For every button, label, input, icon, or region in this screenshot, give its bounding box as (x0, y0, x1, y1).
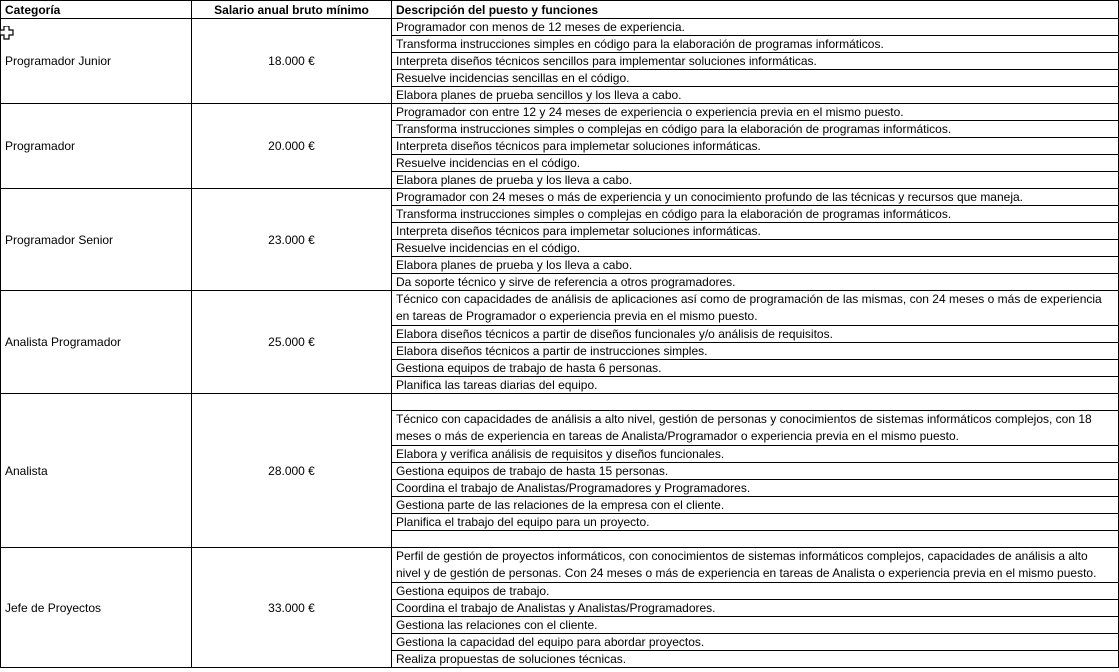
function-cell[interactable]: Perfil de gestión de proyectos informáticos, con conocimientos de sistemas informáticos complejos, capacidades de análisis a alto nivel y de gestión de personas. Con 24 meses o más de experiencia en tareas de Analista o experiencia previa en el mismo puesto. (392, 548, 1119, 583)
function-cell[interactable]: Resuelve incidencias en el código. (392, 240, 1119, 257)
salary-cell[interactable]: 25.000 € (192, 291, 392, 394)
function-cell[interactable]: Gestiona equipos de trabajo de hasta 15 personas. (392, 463, 1119, 480)
function-cell[interactable]: Elabora planes de prueba y los lleva a cabo. (392, 172, 1119, 189)
function-cell[interactable]: Gestiona parte de las relaciones de la empresa con el cliente. (392, 497, 1119, 514)
header-row (1, 1, 1119, 19)
function-cell[interactable]: Resuelve incidencias sencillas en el código. (392, 70, 1119, 87)
salary-cell[interactable]: 18.000 € (192, 19, 392, 104)
category-cell[interactable]: Analista Programador (1, 291, 192, 394)
function-cell[interactable]: Gestiona equipos de trabajo. (392, 583, 1119, 600)
category-cell[interactable]: Programador Senior (1, 189, 192, 291)
function-cell[interactable]: Coordina el trabajo de Analistas y Analistas/Programadores. (392, 600, 1119, 617)
empty-cell[interactable] (392, 394, 1119, 411)
table-row (1, 394, 1119, 411)
function-cell[interactable]: Gestiona equipos de trabajo de hasta 6 personas. (392, 360, 1119, 377)
header-category[interactable]: Categoría (1, 1, 192, 19)
function-cell[interactable]: Elabora y verifica análisis de requisitos y diseños funcionales. (392, 446, 1119, 463)
function-cell[interactable]: Da soporte técnico y sirve de referencia a otros programadores. (392, 274, 1119, 291)
function-cell[interactable]: Resuelve incidencias en el código. (392, 155, 1119, 172)
salary-cell[interactable]: 33.000 € (192, 548, 392, 668)
table-row (1, 19, 1119, 36)
table-row (1, 291, 1119, 326)
function-cell[interactable]: Realiza propuestas de soluciones técnicas. (392, 651, 1119, 668)
function-cell[interactable]: Transforma instrucciones simples en código para la elaboración de programas informáticos. (392, 36, 1119, 53)
category-cell[interactable]: Jefe de Proyectos (1, 548, 192, 668)
category-cell[interactable]: Programador (1, 104, 192, 189)
function-cell[interactable]: Programador con entre 12 y 24 meses de experiencia o experiencia previa en el mismo puesto. (392, 104, 1119, 121)
salary-cell[interactable]: 20.000 € (192, 104, 392, 189)
cross-cursor-icon (0, 26, 14, 40)
salary-cell[interactable]: 23.000 € (192, 189, 392, 291)
header-salary[interactable]: Salario anual bruto mínimo (192, 1, 392, 19)
function-cell[interactable]: Interpreta diseños técnicos para implemetar soluciones informáticas. (392, 138, 1119, 155)
function-cell[interactable]: Programador con menos de 12 meses de experiencia. (392, 19, 1119, 36)
function-cell[interactable]: Programador con 24 meses o más de experiencia y un conocimiento profundo de las técnicas y recursos que maneja. (392, 189, 1119, 206)
function-cell[interactable]: Elabora diseños técnicos a partir de diseños funcionales y/o análisis de requisitos. (392, 326, 1119, 343)
function-cell[interactable]: Técnico con capacidades de análisis a alto nivel, gestión de personas y conocimientos de sistemas informáticos complejos, con 18 meses o más de experiencia en tareas de Analista/Programador o experiencia previa en el mismo puesto. (392, 411, 1119, 446)
function-cell[interactable]: Interpreta diseños técnicos para implemetar soluciones informáticas. (392, 223, 1119, 240)
table-row (1, 189, 1119, 206)
function-cell[interactable]: Coordina el trabajo de Analistas/Programadores y Programadores. (392, 480, 1119, 497)
function-cell[interactable]: Gestiona la capacidad del equipo para abordar proyectos. (392, 634, 1119, 651)
table-row (1, 548, 1119, 583)
function-cell[interactable]: Interpreta diseños técnicos sencillos para implementar soluciones informáticas. (392, 53, 1119, 70)
function-cell[interactable]: Transforma instrucciones simples o complejas en código para la elaboración de programas informáticos. (392, 121, 1119, 138)
function-cell[interactable]: Elabora diseños técnicos a partir de instrucciones simples. (392, 343, 1119, 360)
function-cell[interactable]: Elabora planes de prueba y los lleva a cabo. (392, 257, 1119, 274)
category-cell[interactable]: Programador Junior (1, 19, 192, 104)
function-cell[interactable]: Gestiona las relaciones con el cliente. (392, 617, 1119, 634)
function-cell[interactable]: Elabora planes de prueba sencillos y los lleva a cabo. (392, 87, 1119, 104)
function-cell[interactable]: Transforma instrucciones simples o complejas en código para la elaboración de programas informáticos. (392, 206, 1119, 223)
function-cell[interactable]: Planifica el trabajo del equipo para un proyecto. (392, 514, 1119, 531)
header-description[interactable]: Descripción del puesto y funciones (392, 1, 1119, 19)
salary-cell[interactable]: 28.000 € (192, 394, 392, 548)
function-cell[interactable]: Planifica las tareas diarias del equipo. (392, 377, 1119, 394)
function-cell[interactable]: Técnico con capacidades de análisis de aplicaciones así como de programación de las mismas, con 24 meses o más de experiencia en tareas de Programador o experiencia previa en el mismo puesto. (392, 291, 1119, 326)
table-row (1, 104, 1119, 121)
category-cell[interactable]: Analista (1, 394, 192, 548)
empty-cell[interactable] (392, 531, 1119, 548)
